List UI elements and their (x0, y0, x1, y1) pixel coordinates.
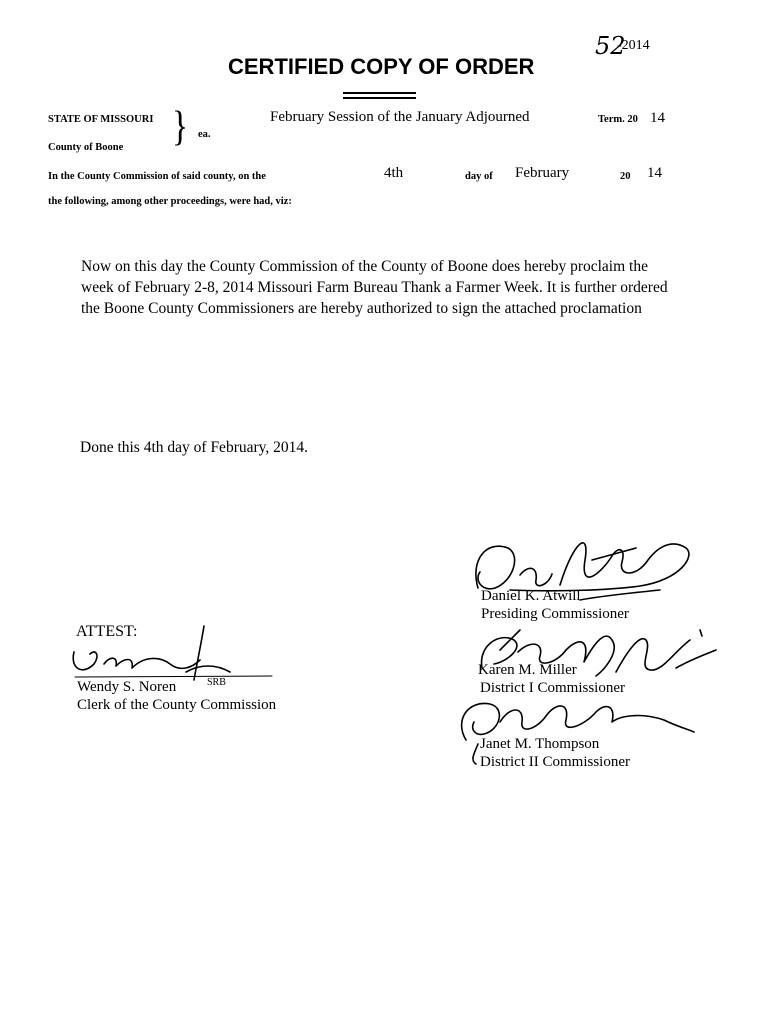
proceedings-label: the following, among other proceedings, were had, viz: (48, 196, 292, 207)
attest-name: Wendy S. Noren (77, 679, 177, 695)
county-label: County of Boone (48, 142, 124, 153)
commission-line-label: In the County Commission of said county, on the (48, 171, 266, 182)
ea-label: ea. (198, 129, 211, 140)
commissioner-2-name: Karen M. Miller (478, 662, 577, 678)
commissioner-1-title: Presiding Commissioner (481, 606, 629, 622)
term-year: 14 (650, 110, 665, 126)
commissioner-1-name: Daniel K. Atwill (481, 588, 581, 604)
month-value: February (515, 165, 570, 181)
commissioner-3-name: Janet M. Thompson (480, 736, 600, 752)
state-label: STATE OF MISSOURI (48, 114, 154, 125)
signature-thompson (462, 703, 694, 740)
attest-label: ATTEST: (76, 623, 138, 640)
year-label: 20 (620, 171, 631, 182)
attest-title: Clerk of the County Commission (77, 697, 277, 713)
term-label: Term. 20 (598, 114, 638, 125)
year-value: 14 (647, 165, 662, 181)
commissioner-2-title: District I Commissioner (480, 680, 625, 696)
document-title: CERTIFIED COPY OF ORDER (228, 54, 535, 79)
day-value: 4th (384, 165, 404, 181)
session-text: February Session of the January Adjourned (270, 109, 530, 125)
day-of-label: day of (465, 171, 493, 182)
brace-icon: } (172, 104, 189, 150)
order-year: -2014 (617, 38, 650, 53)
order-number: 52 (595, 32, 626, 60)
signature-atwill (476, 543, 689, 591)
done-date: Done this 4th day of February, 2014. (80, 439, 309, 456)
order-body: Now on this day the County Commission of the County of Boone does hereby proclaim the week of February 2-8, 2014 Missouri Farm Bureau Thank a Farmer Week. It is further ordered the Boone County Commissioners are hereby authorized to sign the attached proclamation (81, 258, 668, 317)
commissioner-3-title: District II Commissioner (480, 754, 630, 770)
attest-initials: SRB (207, 677, 226, 688)
